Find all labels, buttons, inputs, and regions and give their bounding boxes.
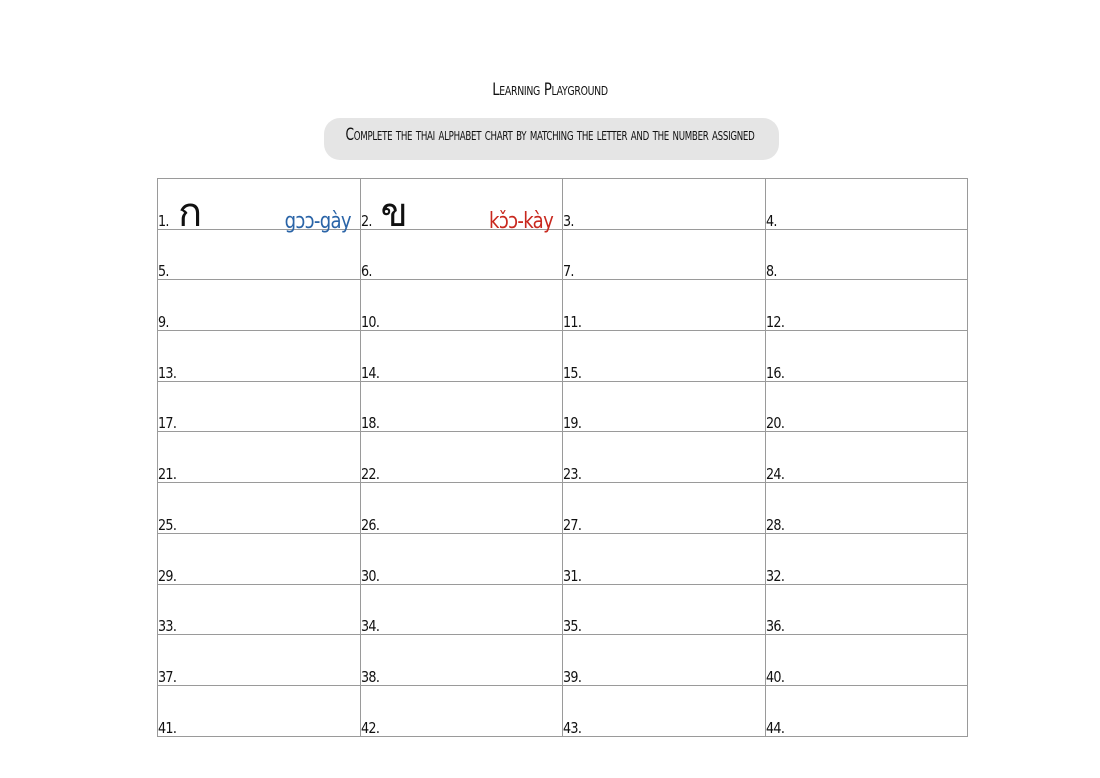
chart-body	[158, 179, 968, 737]
cell-number: 23.	[563, 465, 582, 484]
cell-number: 29.	[158, 566, 177, 585]
cell-number: 21.	[158, 465, 177, 484]
cell-number: 40.	[765, 667, 784, 686]
chart-cell[interactable]	[765, 179, 968, 230]
chart-cell[interactable]	[360, 432, 563, 483]
cell-number: 3.	[563, 211, 574, 230]
cell-number: 30.	[360, 566, 379, 585]
cell-number: 8.	[765, 262, 777, 281]
cell-number: 5.	[158, 262, 169, 281]
cell-number: 13.	[158, 363, 177, 382]
chart-cell[interactable]	[765, 584, 968, 635]
chart-cell[interactable]	[765, 483, 968, 534]
cell-number: 20.	[765, 414, 784, 433]
cell-number: 1.	[158, 211, 169, 230]
cell-number: 14.	[360, 363, 379, 382]
chart-cell[interactable]	[158, 432, 361, 483]
chart-cell[interactable]	[765, 432, 968, 483]
cell-number: 41.	[158, 718, 177, 737]
chart-row	[158, 229, 968, 280]
cell-number: 18.	[360, 414, 379, 433]
chart-cell[interactable]	[765, 533, 968, 584]
romanization-label: gɔɔ-gày	[284, 208, 351, 234]
chart-cell[interactable]	[765, 685, 968, 736]
chart-cell[interactable]	[360, 331, 563, 382]
chart-cell[interactable]	[563, 533, 766, 584]
chart-cell[interactable]	[158, 533, 361, 584]
cell-number: 37.	[158, 667, 177, 686]
cell-number: 44.	[765, 718, 784, 737]
chart-cell[interactable]	[563, 483, 766, 534]
chart-cell[interactable]	[158, 229, 361, 280]
chart-cell[interactable]	[765, 331, 968, 382]
chart-cell[interactable]	[360, 381, 563, 432]
cell-number: 28.	[765, 515, 784, 534]
chart-cell[interactable]	[765, 381, 968, 432]
chart-cell[interactable]	[158, 483, 361, 534]
chart-row	[158, 533, 968, 584]
chart-cell[interactable]	[563, 635, 766, 686]
chart-row	[158, 432, 968, 483]
chart-row	[158, 685, 968, 736]
romanization-label: kɔ̌ɔ-kày	[488, 208, 553, 234]
cell-number: 27.	[563, 515, 582, 534]
cell-number: 6.	[360, 262, 372, 281]
cell-number: 32.	[765, 566, 784, 585]
chart-cell[interactable]	[360, 229, 563, 280]
chart-cell[interactable]	[563, 685, 766, 736]
cell-number: 31.	[563, 566, 582, 585]
chart-cell[interactable]	[158, 280, 361, 331]
chart-cell[interactable]	[765, 229, 968, 280]
cell-number: 15.	[563, 363, 582, 382]
chart-row	[158, 179, 968, 230]
chart-row	[158, 483, 968, 534]
cell-number: 43.	[563, 718, 582, 737]
chart-cell[interactable]	[158, 584, 361, 635]
cell-number: 25.	[158, 515, 177, 534]
chart-cell[interactable]	[158, 331, 361, 382]
chart-cell[interactable]	[765, 280, 968, 331]
chart-cell[interactable]	[158, 381, 361, 432]
chart-cell[interactable]	[158, 179, 361, 236]
cell-number: 10.	[360, 313, 379, 332]
cell-number: 9.	[158, 313, 169, 332]
chart-cell[interactable]	[158, 685, 361, 736]
chart-row	[158, 280, 968, 331]
chart-cell[interactable]	[360, 179, 563, 236]
chart-cell[interactable]	[563, 381, 766, 432]
cell-number: 36.	[765, 617, 784, 636]
cell-number: 38.	[360, 667, 379, 686]
chart-cell[interactable]	[563, 229, 766, 280]
cell-number: 7.	[563, 262, 574, 281]
cell-number: 12.	[765, 313, 784, 332]
chart-cell[interactable]	[765, 635, 968, 686]
cell-number: 4.	[765, 211, 777, 230]
chart-cell[interactable]	[158, 635, 361, 686]
cell-number: 39.	[563, 667, 582, 686]
cell-number: 35.	[563, 617, 582, 636]
chart-row	[158, 331, 968, 382]
thai-letter: ข	[380, 189, 408, 236]
cell-number: 42.	[360, 718, 379, 737]
thai-letter: ก	[178, 189, 203, 236]
cell-number: 34.	[360, 617, 379, 636]
cell-number: 16.	[765, 363, 784, 382]
chart-row	[158, 381, 968, 432]
chart-cell[interactable]	[360, 533, 563, 584]
chart-cell[interactable]	[563, 432, 766, 483]
cell-number: 26.	[360, 515, 379, 534]
alphabet-chart	[157, 178, 968, 737]
chart-cell[interactable]	[563, 179, 766, 230]
chart-cell[interactable]	[563, 584, 766, 635]
instructions-subtitle: Complete the thai alphabet chart by matching the letter and the number assigned	[345, 125, 755, 145]
cell-number: 11.	[563, 313, 582, 332]
page-title: Learning Playground	[492, 80, 608, 100]
chart-cell[interactable]	[360, 280, 563, 331]
chart-cell[interactable]	[563, 331, 766, 382]
cell-number: 19.	[563, 414, 582, 433]
cell-number: 33.	[158, 617, 177, 636]
cell-number: 2.	[360, 211, 372, 230]
cell-number: 24.	[765, 465, 784, 484]
cell-number: 22.	[360, 465, 379, 484]
cell-number: 17.	[158, 414, 177, 433]
chart-cell[interactable]	[563, 280, 766, 331]
chart-cell[interactable]	[360, 483, 563, 534]
chart-cell[interactable]	[360, 685, 563, 736]
chart-row	[158, 584, 968, 635]
chart-cell[interactable]	[360, 584, 563, 635]
chart-cell[interactable]	[360, 635, 563, 686]
chart-row	[158, 635, 968, 686]
